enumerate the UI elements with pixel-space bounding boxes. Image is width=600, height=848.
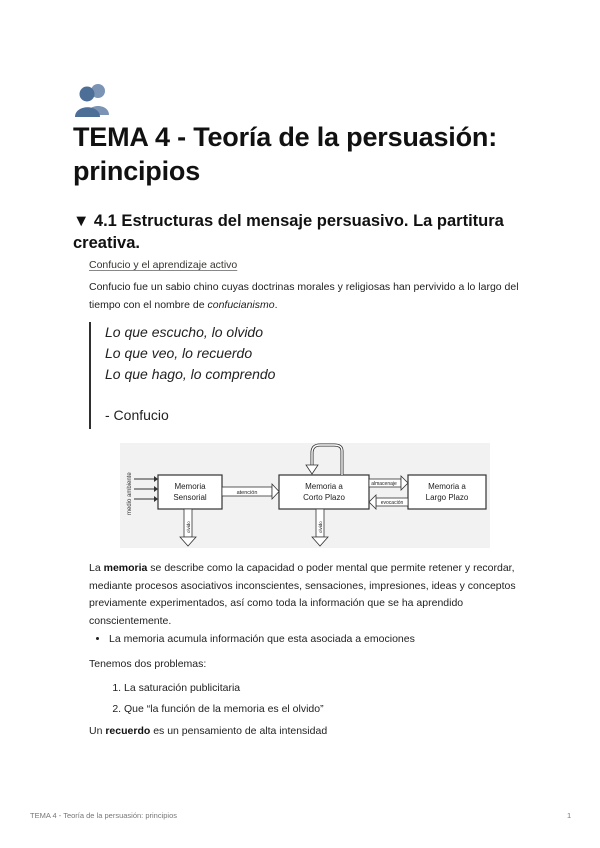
box-label: Memoria a xyxy=(305,482,343,491)
quote-line: Lo que hago, lo comprendo xyxy=(105,366,276,382)
quote-author: - Confucio xyxy=(105,407,169,423)
list-item: • La memoria acumula información que esta asociada a emociones xyxy=(109,633,415,645)
list-item: 2. Que “la función de la memoria es el olvido” xyxy=(124,699,324,720)
box-label: Largo Plazo xyxy=(425,493,469,502)
busts-in-silhouette-icon xyxy=(73,81,111,117)
quote-line: Lo que veo, lo recuerdo xyxy=(105,345,253,361)
forgetting-label: olvido xyxy=(318,521,323,533)
recuerdo-paragraph: Un recuerdo es un pensamiento de alta intensidad xyxy=(89,725,328,737)
page-title: TEMA 4 - Teoría de la persuasión: principios xyxy=(73,122,497,186)
memory-diagram xyxy=(120,443,490,548)
subheading-link[interactable]: Confucio y el aprendizaje activo xyxy=(89,259,238,271)
list-item: 1. La saturación publicitaria xyxy=(124,678,324,699)
short-term-memory-box xyxy=(279,475,369,509)
confucius-quote xyxy=(89,322,405,429)
bullet-list xyxy=(89,633,415,645)
problems-intro: Tenemos dos problemas: xyxy=(89,658,207,670)
box-label: Corto Plazo xyxy=(303,493,345,502)
forgetting-label: olvido xyxy=(186,521,191,533)
quote-line: Lo que escucho, lo olvido xyxy=(105,324,263,340)
recall-arrow-label: evocación xyxy=(380,500,404,506)
attention-arrow-label: atención xyxy=(236,490,258,496)
footer-title: TEMA 4 - Teoría de la persuasión: principios xyxy=(30,811,178,820)
intro-paragraph: Confucio fue un sabio chino cuyas doctrinas morales y religiosas han pervivido a lo largo del tiempo con el nombre de confucianismo. xyxy=(89,281,519,311)
environment-label: medio ambiente xyxy=(127,472,133,515)
numbered-list xyxy=(104,678,324,720)
box-label: Memoria xyxy=(174,482,206,491)
box-label: Sensorial xyxy=(173,493,207,502)
memory-paragraph: La memoria se describe como la capacidad o poder mental que permite retener y recordar, mediante procesos asociativos inconscientes, sensaciones, impresiones, ideas y conceptos previamente experimentados, así como toda la información que se ha aprendido conscientemente. xyxy=(89,562,516,627)
long-term-memory-box xyxy=(408,475,486,509)
section-heading-toggle[interactable]: ▼ 4.1 Estructuras del mensaje persuasivo. La partitura creativa. xyxy=(73,212,504,252)
box-label: Memoria a xyxy=(428,482,466,491)
footer-page-number: 1 xyxy=(567,811,572,820)
sensory-memory-box xyxy=(158,475,222,509)
storage-arrow-label: almacenaje xyxy=(371,481,397,487)
